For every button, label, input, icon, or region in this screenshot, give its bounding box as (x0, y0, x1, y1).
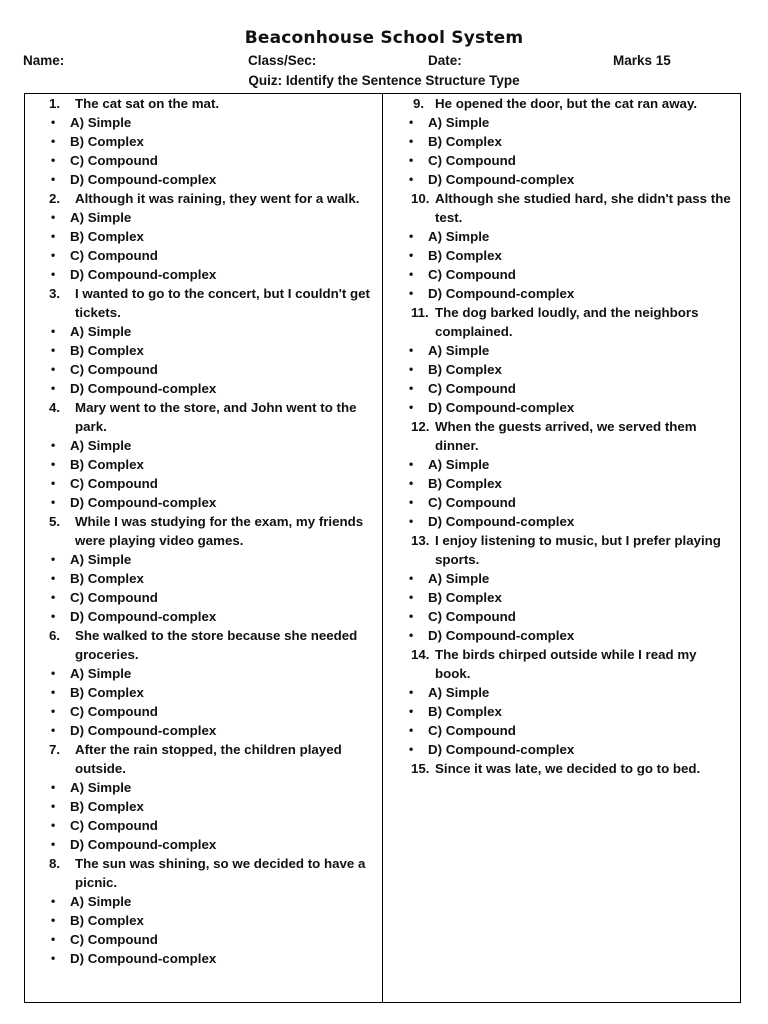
bullet-icon: • (409, 723, 414, 737)
option-group (25, 550, 382, 626)
option-item (25, 683, 382, 702)
bullet-icon: • (51, 685, 56, 699)
question-text: Although it was raining, they went for a walk. (75, 191, 360, 206)
option-item (25, 721, 382, 740)
right-column (383, 94, 740, 778)
option-label: C) Compound (428, 609, 516, 624)
option-item (25, 797, 382, 816)
option-label: B) Complex (70, 343, 144, 358)
bullet-icon: • (51, 381, 56, 395)
bullet-icon: • (51, 324, 56, 338)
bullet-icon: • (51, 951, 56, 965)
bullet-icon: • (409, 495, 414, 509)
bullet-icon: • (409, 134, 414, 148)
option-item (25, 474, 382, 493)
option-item (383, 512, 740, 531)
option-label: D) Compound-complex (428, 286, 575, 301)
option-item (383, 569, 740, 588)
option-item (25, 493, 382, 512)
option-label: D) Compound-complex (428, 514, 575, 529)
option-group (383, 227, 740, 303)
question-number: 3. (49, 286, 61, 301)
bullet-icon: • (51, 172, 56, 186)
option-item (383, 740, 740, 759)
bullet-icon: • (51, 609, 56, 623)
question-text: She walked to the store because she needed groceries. (75, 628, 358, 662)
option-label: B) Complex (70, 229, 144, 244)
option-label: B) Complex (428, 590, 502, 605)
question-list-right (383, 94, 740, 778)
bullet-icon: • (409, 381, 414, 395)
bullet-icon: • (409, 286, 414, 300)
bullet-icon: • (51, 837, 56, 851)
option-list (25, 892, 382, 968)
option-label: C) Compound (428, 381, 516, 396)
option-item (25, 778, 382, 797)
option-label: D) Compound-complex (428, 400, 575, 415)
option-label: C) Compound (70, 932, 158, 947)
option-item (383, 474, 740, 493)
question-text: I enjoy listening to music, but I prefer playing sports. (435, 533, 721, 567)
option-item (25, 227, 382, 246)
date-label: Date: (428, 53, 462, 68)
question-item (25, 189, 382, 208)
bullet-icon: • (51, 780, 56, 794)
question-number: 11. (411, 305, 429, 320)
question-item (25, 284, 382, 322)
option-group (25, 208, 382, 284)
option-label: C) Compound (428, 723, 516, 738)
option-item (25, 892, 382, 911)
option-item (25, 949, 382, 968)
bullet-icon: • (51, 115, 56, 129)
option-item (25, 911, 382, 930)
bullet-icon: • (51, 457, 56, 471)
option-group (25, 113, 382, 189)
question-text: The sun was shining, so we decided to have a picnic. (75, 856, 366, 890)
bullet-icon: • (409, 248, 414, 262)
bullet-icon: • (51, 723, 56, 737)
option-item (383, 379, 740, 398)
option-item (383, 151, 740, 170)
bullet-icon: • (409, 115, 414, 129)
question-number: 5. (49, 514, 61, 529)
bullet-icon: • (51, 894, 56, 908)
bullet-icon: • (51, 932, 56, 946)
option-label: D) Compound-complex (70, 951, 217, 966)
name-label: Name: (23, 53, 65, 68)
option-label: D) Compound-complex (428, 172, 575, 187)
option-label: D) Compound-complex (70, 837, 217, 852)
bullet-icon: • (409, 172, 414, 186)
option-item (383, 265, 740, 284)
bullet-icon: • (51, 495, 56, 509)
option-item (383, 588, 740, 607)
option-label: B) Complex (70, 913, 144, 928)
bullet-icon: • (409, 609, 414, 623)
option-label: B) Complex (428, 248, 502, 263)
option-item (383, 341, 740, 360)
question-number: 15. (411, 761, 430, 776)
question-number: 2. (49, 191, 61, 206)
question-item (383, 303, 740, 341)
option-item (383, 493, 740, 512)
question-item (25, 94, 382, 113)
option-label: C) Compound (428, 495, 516, 510)
option-item (383, 721, 740, 740)
option-item (25, 550, 382, 569)
bullet-icon: • (409, 514, 414, 528)
option-list (25, 208, 382, 284)
quiz-table (24, 93, 741, 1003)
option-label: A) Simple (70, 552, 132, 567)
bullet-icon: • (409, 742, 414, 756)
option-item (25, 322, 382, 341)
option-list (25, 778, 382, 854)
question-text: Mary went to the store, and John went to the park. (75, 400, 357, 434)
bullet-icon: • (409, 400, 414, 414)
option-item (383, 284, 740, 303)
bullet-icon: • (51, 153, 56, 167)
bullet-icon: • (51, 362, 56, 376)
bullet-icon: • (51, 704, 56, 718)
question-text: The birds chirped outside while I read my book. (435, 647, 697, 681)
option-label: A) Simple (70, 438, 132, 453)
option-item (25, 113, 382, 132)
option-item (383, 398, 740, 417)
question-text: He opened the door, but the cat ran away. (435, 96, 698, 111)
option-label: C) Compound (70, 153, 158, 168)
option-item (25, 816, 382, 835)
question-item (383, 417, 740, 455)
question-text: While I was studying for the exam, my friends were playing video games. (75, 514, 364, 548)
question-text: The dog barked loudly, and the neighbors complained. (435, 305, 699, 339)
option-item (25, 436, 382, 455)
question-number: 14. (411, 647, 430, 662)
option-label: B) Complex (70, 457, 144, 472)
bullet-icon: • (409, 590, 414, 604)
option-list (25, 322, 382, 398)
option-item (25, 208, 382, 227)
option-label: A) Simple (428, 229, 490, 244)
bullet-icon: • (51, 571, 56, 585)
option-label: D) Compound-complex (428, 628, 575, 643)
option-item (25, 569, 382, 588)
question-item (383, 94, 740, 113)
option-group (25, 778, 382, 854)
question-number: 8. (49, 856, 61, 871)
option-label: B) Complex (70, 134, 144, 149)
option-item (383, 702, 740, 721)
marks-label: Marks 15 (613, 53, 671, 68)
option-label: A) Simple (70, 324, 132, 339)
option-label: A) Simple (70, 666, 132, 681)
option-group (383, 569, 740, 645)
bullet-icon: • (51, 267, 56, 281)
option-label: C) Compound (70, 704, 158, 719)
option-label: A) Simple (70, 115, 132, 130)
option-label: B) Complex (428, 134, 502, 149)
option-item (25, 588, 382, 607)
question-number: 6. (49, 628, 61, 643)
bullet-icon: • (51, 438, 56, 452)
bullet-icon: • (409, 704, 414, 718)
bullet-icon: • (409, 153, 414, 167)
option-list (383, 569, 740, 645)
option-list (25, 436, 382, 512)
question-item (25, 398, 382, 436)
option-item (25, 132, 382, 151)
option-item (383, 683, 740, 702)
option-item (383, 607, 740, 626)
bullet-icon: • (51, 552, 56, 566)
option-item (25, 930, 382, 949)
option-group (383, 455, 740, 531)
question-item (383, 759, 740, 778)
question-item (383, 531, 740, 569)
option-label: D) Compound-complex (70, 723, 217, 738)
question-number: 9. (413, 96, 425, 111)
bullet-icon: • (409, 343, 414, 357)
option-label: B) Complex (428, 476, 502, 491)
option-label: A) Simple (70, 780, 132, 795)
option-list (383, 341, 740, 417)
question-number: 1. (49, 96, 61, 111)
option-group (383, 683, 740, 759)
option-item (383, 246, 740, 265)
option-item (25, 379, 382, 398)
question-text: The cat sat on the mat. (75, 96, 220, 111)
question-number: 10. (411, 191, 430, 206)
bullet-icon: • (51, 666, 56, 680)
question-item (25, 740, 382, 778)
option-list (25, 550, 382, 626)
bullet-icon: • (409, 457, 414, 471)
option-label: C) Compound (70, 362, 158, 377)
option-list (383, 227, 740, 303)
option-label: B) Complex (70, 685, 144, 700)
option-item (25, 664, 382, 683)
option-list (25, 113, 382, 189)
option-item (25, 341, 382, 360)
question-number: 4. (49, 400, 61, 415)
option-group (25, 892, 382, 968)
option-item (25, 360, 382, 379)
option-item (383, 455, 740, 474)
option-label: D) Compound-complex (70, 495, 217, 510)
quiz-title: Quiz: Identify the Sentence Structure Type (248, 73, 520, 88)
option-group (383, 113, 740, 189)
question-text: When the guests arrived, we served them dinner. (435, 419, 697, 453)
option-label: B) Complex (70, 571, 144, 586)
class-label: Class/Sec: (248, 53, 317, 68)
option-label: A) Simple (428, 571, 490, 586)
option-list (383, 455, 740, 531)
option-item (25, 702, 382, 721)
option-label: D) Compound-complex (428, 742, 575, 757)
option-label: A) Simple (428, 457, 490, 472)
bullet-icon: • (409, 362, 414, 376)
option-group (383, 341, 740, 417)
option-label: C) Compound (70, 476, 158, 491)
question-item (25, 512, 382, 550)
bullet-icon: • (51, 818, 56, 832)
option-list (383, 683, 740, 759)
question-text: Since it was late, we decided to go to bed. (435, 761, 701, 776)
bullet-icon: • (51, 913, 56, 927)
option-label: A) Simple (70, 210, 132, 225)
school-title: Beaconhouse School System (244, 28, 524, 48)
option-list (25, 664, 382, 740)
option-label: D) Compound-complex (70, 267, 217, 282)
option-item (383, 132, 740, 151)
bullet-icon: • (51, 134, 56, 148)
option-item (25, 835, 382, 854)
option-group (25, 436, 382, 512)
option-item (25, 246, 382, 265)
bullet-icon: • (409, 476, 414, 490)
option-item (383, 227, 740, 246)
bullet-icon: • (409, 685, 414, 699)
option-label: C) Compound (70, 818, 158, 833)
option-group (25, 664, 382, 740)
option-item (25, 607, 382, 626)
option-label: C) Compound (428, 153, 516, 168)
bullet-icon: • (51, 248, 56, 262)
option-item (25, 170, 382, 189)
bullet-icon: • (409, 571, 414, 585)
question-text: Although she studied hard, she didn't pass the test. (435, 191, 731, 225)
option-item (383, 626, 740, 645)
option-list (383, 113, 740, 189)
option-label: D) Compound-complex (70, 381, 217, 396)
option-label: A) Simple (428, 685, 490, 700)
question-number: 12. (411, 419, 430, 434)
question-text: I wanted to go to the concert, but I couldn't get tickets. (75, 286, 370, 320)
question-text: After the rain stopped, the children played outside. (75, 742, 342, 776)
option-item (383, 360, 740, 379)
option-label: A) Simple (428, 343, 490, 358)
option-label: A) Simple (428, 115, 490, 130)
question-item (25, 854, 382, 892)
bullet-icon: • (51, 229, 56, 243)
question-item (383, 189, 740, 227)
question-item (25, 626, 382, 664)
bullet-icon: • (409, 267, 414, 281)
option-item (25, 151, 382, 170)
option-label: B) Complex (70, 799, 144, 814)
left-column (25, 94, 382, 968)
bullet-icon: • (409, 229, 414, 243)
question-item (383, 645, 740, 683)
option-label: B) Complex (428, 362, 502, 377)
bullet-icon: • (51, 210, 56, 224)
option-group (25, 322, 382, 398)
question-list-left (25, 94, 382, 968)
option-item (25, 455, 382, 474)
question-number: 13. (411, 533, 430, 548)
option-label: C) Compound (70, 590, 158, 605)
option-label: D) Compound-complex (70, 609, 217, 624)
option-item (25, 265, 382, 284)
option-label: D) Compound-complex (70, 172, 217, 187)
option-label: C) Compound (70, 248, 158, 263)
bullet-icon: • (51, 343, 56, 357)
question-number: 7. (49, 742, 61, 757)
bullet-icon: • (409, 628, 414, 642)
bullet-icon: • (51, 476, 56, 490)
bullet-icon: • (51, 799, 56, 813)
option-label: A) Simple (70, 894, 132, 909)
option-label: C) Compound (428, 267, 516, 282)
bullet-icon: • (51, 590, 56, 604)
option-item (383, 170, 740, 189)
option-label: B) Complex (428, 704, 502, 719)
option-item (383, 113, 740, 132)
